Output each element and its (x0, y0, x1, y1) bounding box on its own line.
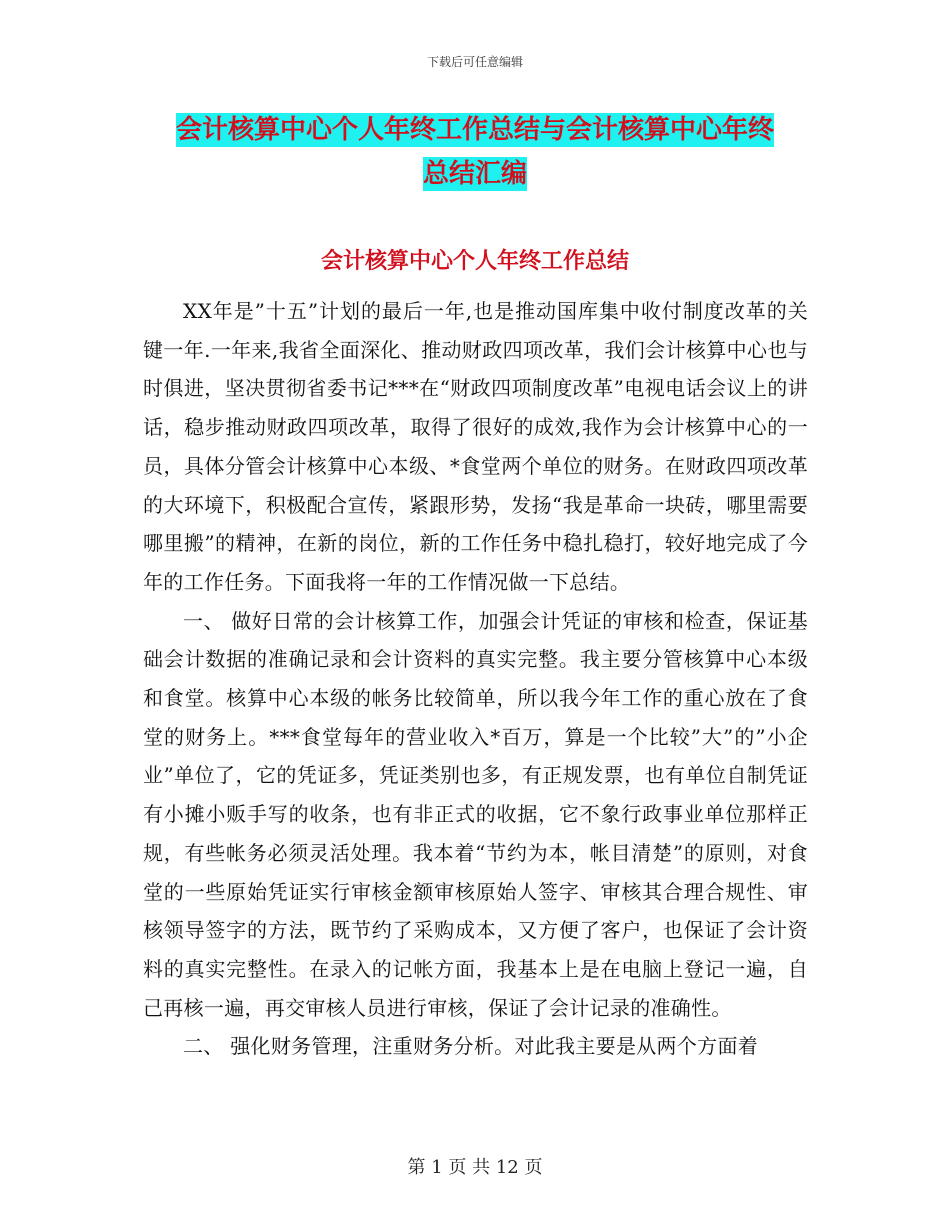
paragraph-intro: XX年是”十五”计划的最后一年,也是推动国库集中收付制度改革的关键一年.一年来,我省全面深化、推动财政四项改革，我们会计核算中心也与时俱进，坚决贯彻省委书记***在“财政四项制度改革”电视电话会议上的讲话，稳步推动财政四项改革，取得了很好的成效,我作为会计核算中心的一员，具体分管会计核算中心本级、*食堂两个单位的财务。在财政四项改革的大环境下，积极配合宣传，紧跟形势，发扬“我是革命一块砖，哪里需要哪里搬”的精神，在新的岗位，新的工作任务中稳扎稳打，较好地完成了今年的工作任务。下面我将一年的工作情况做一下总结。 (143, 299, 808, 594)
paragraph-section-one: 一、 做好日常的会计核算工作，加强会计凭证的审核和检查，保证基础会计数据的准确记录和会计资料的真实完整。我主要分管核算中心本级和食堂。核算中心本级的帐务比较简单，所以我今年工作的重心放在了食堂的财务上。***食堂每年的营业收入*百万，算是一个比较”大”的”小企业”单位了，它的凭证多，凭证类别也多，有正规发票，也有单位自制凭证有小摊小贩手写的收条，也有非正式的收据，它不象行政事业单位那样正规，有些帐务必须灵活处理。我本着“节约为本，帐目清楚”的原则，对食堂的一些原始凭证实行审核金额审核原始人签字、审核其合理合规性、审核领导签字的方法，既节约了采购成本，又方便了客户，也保证了会计资料的真实完整性。在录入的记帐方面，我基本上是在电脑上登记一遍，自己再核一遍，再交审核人员进行审核，保证了会计记录的准确性。 (143, 608, 808, 1020)
page-footer: 第 1 页 共 12 页 (407, 1157, 543, 1178)
document-body (143, 292, 808, 1066)
document-title-line1: 会计核算中心个人年终工作总结与会计核算中心年终 (175, 115, 774, 145)
section-title: 会计核算中心个人年终工作总结 (320, 248, 629, 274)
header-note: 下载后可任意编辑 (426, 55, 523, 69)
document-title-line2: 总结汇编 (422, 159, 527, 189)
paragraph-section-two: 二、 强化财务管理，注重财务分析。对此我主要是从两个方面着 (183, 1034, 759, 1059)
document-title (140, 108, 810, 196)
